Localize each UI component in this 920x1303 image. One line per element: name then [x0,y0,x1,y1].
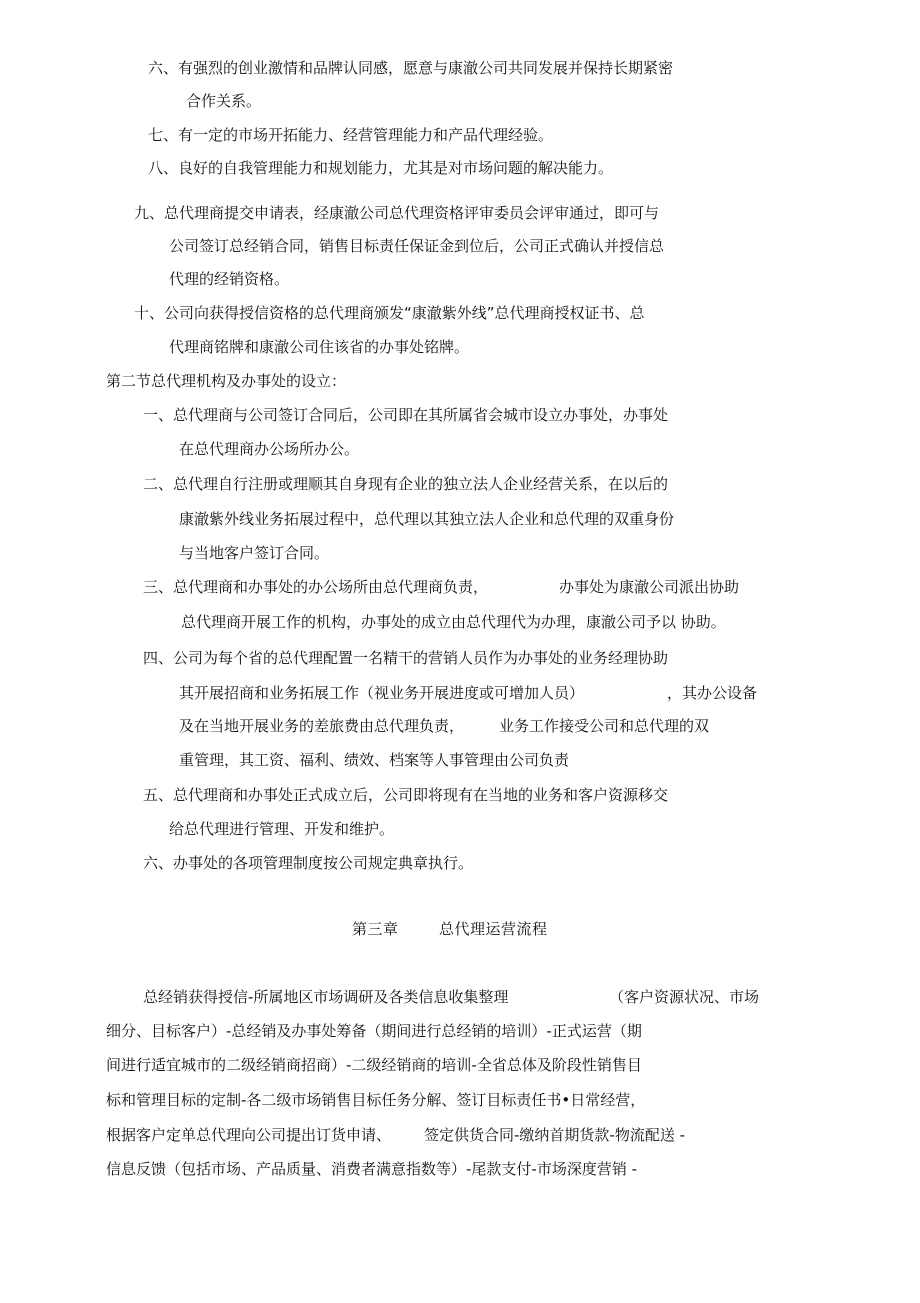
text-line: 合作关系。 [186,92,262,110]
text-line: 二、总代理自行注册或理顺其自身现有企业的独立法人企业经营关系，在以后的 [143,475,669,493]
text-line: 签定供货合同-缴纳首期货款-物流配送 - [424,1126,686,1144]
text-line: 七、有一定的市场开拓能力、经营管理能力和产品代理经验。 [148,126,554,144]
text-line: 公司签订总经销合同，销售目标责任保证金到位后，公司正式确认并授信总 [169,237,665,255]
section-heading: 第二节总代理机构及办事处的设立： [106,372,347,390]
text-line: 根据客户定单总代理向公司提出订货申请、 [106,1126,392,1144]
text-line: 三、总代理商和办事处的办公场所由总代理商负责， [143,578,489,596]
text-line: 八、良好的自我管理能力和规划能力，尤其是对市场问题的解决能力。 [148,159,614,177]
text-line: 及在当地开展业务的差旅费由总代理负责， [179,717,465,735]
text-line: 其开展招商和业务拓展工作（视业务开展进度或可增加人员） [179,684,585,702]
text-line: 业务工作接受公司和总代理的双 [499,717,710,735]
text-line: 六、有强烈的创业激情和品牌认同感，愿意与康澈公司共同发展并保持长期紧密 [148,59,674,77]
text-line: ，其办公设备 [667,684,758,702]
text-line: 给总代理进行管理、开发和维护。 [169,820,395,838]
text-line: 办事处为康澈公司派出协助 [559,578,740,596]
text-line: 代理商铭牌和康澈公司住该省的办事处铭牌。 [169,338,470,356]
text-line: 细分、目标客户）-总经销及办事处筹备（期间进行总经销的培训）-正式运营（期 [106,1022,642,1040]
text-line: 十、公司向获得授信资格的总代理商颁发“康澈紫外线”总代理商授权证书、总 [134,304,645,322]
text-line: 五、总代理商和办事处正式成立后，公司即将现有在当地的业务和客户资源移交 [143,786,669,804]
text-line: 标和管理目标的定制-各二级市场销售目标任务分解、签订目标责任书•日常经营， [106,1091,646,1109]
text-line: 间进行适宜城市的二级经销商招商）-二级经销商的培训-全省总体及阶段性销售目 [106,1056,642,1074]
text-line: 六、办事处的各项管理制度按公司规定典章执行。 [143,854,474,872]
chapter-number: 第三章 [352,920,399,938]
text-line: 四、公司为每个省的总代理配置一名精干的营销人员作为办事处的业务经理协助 [143,649,669,667]
text-line: 代理的经销资格。 [169,270,290,288]
text-line: 总经销获得授信-所属地区市场调研及各类信息收集整理 [143,988,509,1006]
text-line: 康澈紫外线业务拓展过程中，总代理以其独立法人企业和总代理的双重身份 [179,510,675,528]
text-line: 在总代理商办公场所办公。 [179,440,360,458]
chapter-title: 总代理运营流程 [439,920,548,938]
text-line: 总代理商开展工作的机构，办事处的成立由总代理代为办理，康澈公司予以 协助。 [181,613,726,631]
text-line: 一、总代理商与公司签订合同后，公司即在其所属省会城市设立办事处，办事处 [143,406,669,424]
text-line: 九、总代理商提交申请表，经康澈公司总代理资格评审委员会评审通过，即可与 [134,204,660,222]
text-line: （客户资源状况、市场 [609,988,760,1006]
text-line: 信息反馈（包括市场、产品质量、消费者满意指数等）-尾款支付-市场深度营销 - [106,1160,638,1178]
text-line: 与当地客户签订合同。 [179,544,330,562]
text-line: 重管理，其工资、福利、绩效、档案等人事管理由公司负责 [179,751,570,769]
